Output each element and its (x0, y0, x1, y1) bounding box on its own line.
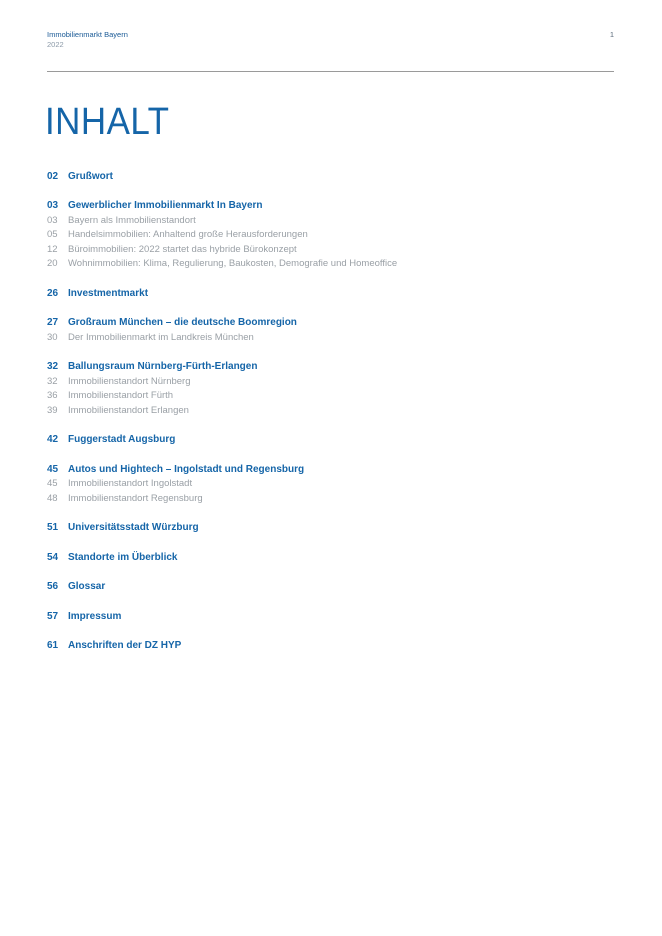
toc-page-number: 48 (47, 492, 58, 504)
toc-subchapter-link[interactable] (47, 330, 622, 345)
toc-page-number: 32 (47, 361, 59, 373)
toc-section (47, 360, 622, 418)
toc-page-number: 03 (47, 200, 59, 212)
toc-entry-title: Gewerblicher Immobilienmarkt In Bayern (68, 200, 263, 212)
toc-chapter-link[interactable] (47, 639, 622, 654)
toc-section (47, 462, 622, 506)
toc-subchapter-link[interactable] (47, 477, 622, 492)
toc-entry-title: Autos und Hightech – Ingolstadt und Regensburg (68, 463, 305, 475)
document-title: Immobilienmarkt Bayern (47, 30, 128, 39)
toc-page-number: 30 (47, 331, 58, 343)
toc-chapter-link[interactable] (47, 609, 622, 624)
toc-page-number: 61 (47, 640, 59, 652)
toc-entry-title: Immobilienstandort Nürnberg (68, 375, 191, 387)
toc-page-number: 57 (47, 610, 59, 622)
toc-subchapter-link[interactable] (47, 374, 622, 389)
toc-entry-title: Ballungsraum Nürnberg-Fürth-Erlangen (68, 361, 258, 373)
toc-subchapter-link[interactable] (47, 491, 622, 506)
toc-entry-title: Investmentmarkt (68, 287, 149, 299)
toc-entry-title: Der Immobilienmarkt im Landkreis München (68, 331, 254, 343)
document-year: 2022 (47, 40, 64, 49)
toc-subchapter-link[interactable] (47, 213, 622, 228)
toc-entry-title: Immobilienstandort Erlangen (68, 404, 189, 416)
page-number: 1 (609, 30, 614, 39)
toc-chapter-link[interactable] (47, 316, 622, 331)
toc-entry-title: Wohnimmobilien: Klima, Regulierung, Baukosten, Demografie und Homeoffice (68, 258, 398, 270)
toc-entry-title: Immobilienstandort Ingolstadt (68, 478, 193, 490)
toc-chapter-link[interactable] (47, 360, 622, 375)
toc-entry-title: Handelsimmobilien: Anhaltend große Herausforderungen (68, 229, 308, 241)
toc-entry-title: Bayern als Immobilienstandort (68, 214, 196, 226)
toc-chapter-link[interactable] (47, 550, 622, 565)
toc-entry-title: Glossar (68, 581, 106, 593)
toc-subchapter-link[interactable] (47, 257, 622, 272)
toc-page-number: 02 (47, 170, 59, 182)
toc-entry-title: Fuggerstadt Augsburg (68, 434, 176, 446)
toc-entry-title: Impressum (68, 610, 122, 622)
toc-entry-title: Großraum München – die deutsche Boomregion (68, 317, 297, 329)
toc-page-number: 45 (47, 463, 59, 475)
header-divider (47, 71, 614, 72)
toc-chapter-link[interactable] (47, 521, 622, 536)
toc-page-number: 45 (47, 478, 58, 490)
toc-subchapter-link[interactable] (47, 403, 622, 418)
toc-section (47, 609, 622, 624)
toc-page-number: 27 (47, 317, 59, 329)
table-of-contents (47, 169, 622, 668)
toc-subchapter-link[interactable] (47, 242, 622, 257)
toc-page-number: 56 (47, 581, 59, 593)
toc-page-number: 03 (47, 214, 58, 226)
toc-page-number: 32 (47, 375, 58, 387)
toc-page-number: 42 (47, 434, 59, 446)
toc-entry-title: Immobilienstandort Fürth (68, 390, 174, 402)
toc-entry-title: Universitätsstadt Würzburg (68, 522, 199, 534)
toc-page-number: 05 (47, 229, 58, 241)
toc-entry-title: Immobilienstandort Regensburg (68, 492, 203, 504)
toc-chapter-link[interactable] (47, 580, 622, 595)
toc-page-number: 20 (47, 258, 58, 270)
toc-section (47, 316, 622, 345)
toc-page-number: 26 (47, 287, 59, 299)
page-heading: INHALT (45, 101, 170, 143)
toc-entry-title: Standorte im Überblick (68, 551, 178, 563)
toc-page-number: 12 (47, 243, 58, 255)
toc-page-number: 39 (47, 404, 58, 416)
toc-chapter-link[interactable] (47, 169, 622, 184)
toc-section (47, 169, 622, 184)
toc-page-number: 51 (47, 522, 59, 534)
toc-section (47, 433, 622, 448)
toc-section (47, 639, 622, 654)
toc-section (47, 286, 622, 301)
toc-chapter-link[interactable] (47, 462, 622, 477)
toc-page-number: 54 (47, 551, 59, 563)
toc-chapter-link[interactable] (47, 433, 622, 448)
toc-section (47, 199, 622, 272)
toc-subchapter-link[interactable] (47, 228, 622, 243)
page-header (47, 30, 614, 50)
toc-entry-title: Büroimmobilien: 2022 startet das hybride Bürokonzept (68, 243, 297, 255)
toc-section (47, 550, 622, 565)
toc-entry-title: Anschriften der DZ HYP (68, 640, 182, 652)
toc-page-number: 36 (47, 390, 58, 402)
toc-section (47, 580, 622, 595)
toc-chapter-link[interactable] (47, 199, 622, 214)
toc-subchapter-link[interactable] (47, 389, 622, 404)
toc-section (47, 521, 622, 536)
toc-chapter-link[interactable] (47, 286, 622, 301)
toc-entry-title: Grußwort (68, 170, 113, 182)
